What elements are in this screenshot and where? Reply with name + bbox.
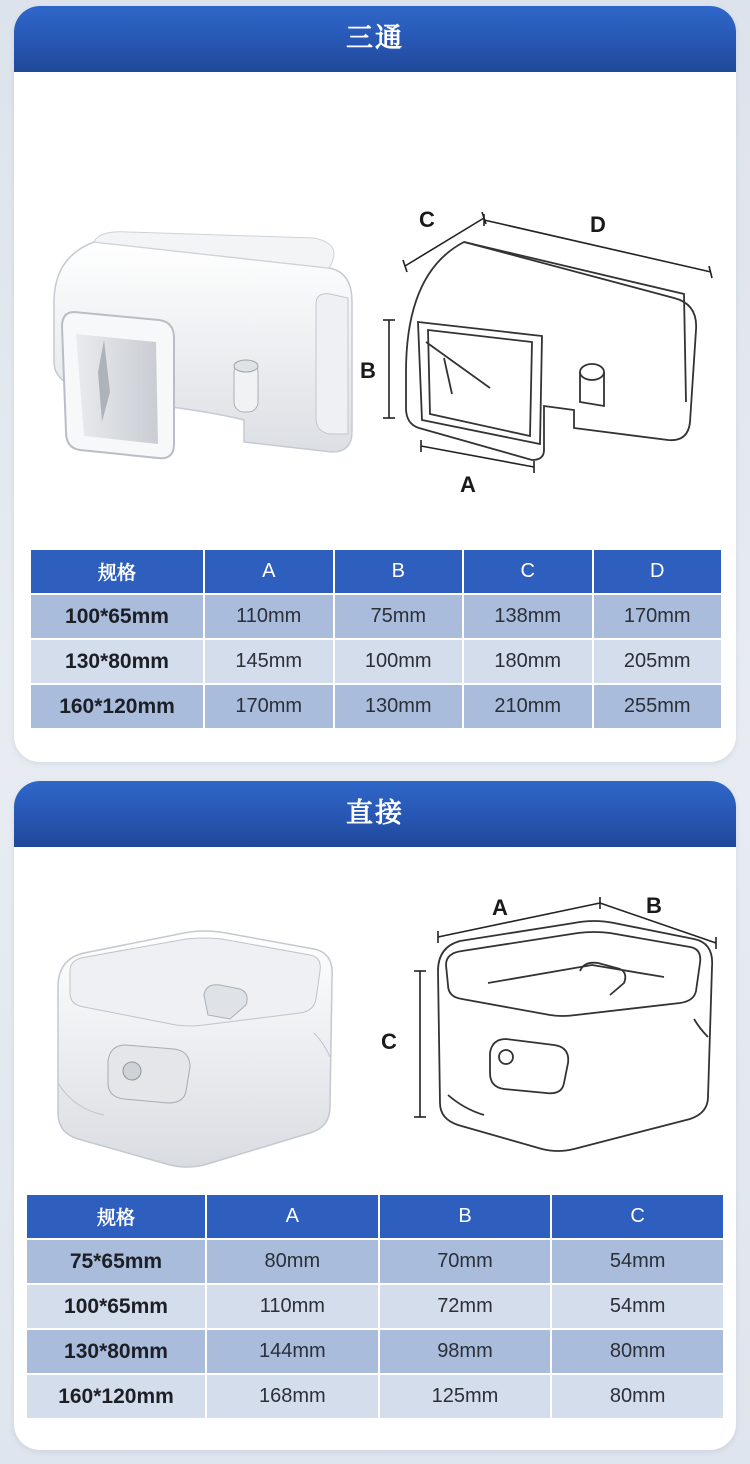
straight-dimension-lines: [414, 897, 716, 1117]
table-row: [31, 640, 721, 683]
value-cell: 80mm: [552, 1375, 723, 1418]
header-cell: B: [380, 1195, 551, 1238]
tee-section-card: [14, 6, 736, 762]
table-row: [27, 1330, 723, 1373]
section-title: 三通: [14, 6, 736, 72]
value-cell: 110mm: [205, 595, 333, 638]
value-cell: 255mm: [594, 685, 722, 728]
straight-photo: [58, 931, 332, 1167]
straight-section-card: [14, 781, 736, 1450]
value-cell: 54mm: [552, 1240, 723, 1283]
value-cell: 168mm: [207, 1375, 378, 1418]
value-cell: 144mm: [207, 1330, 378, 1373]
spec-cell: 75*65mm: [27, 1240, 205, 1283]
value-cell: 210mm: [464, 685, 592, 728]
header-cell: C: [552, 1195, 723, 1238]
tee-dimension-lines: [383, 212, 712, 473]
dim-label-c: C: [419, 207, 435, 232]
tee-spec-table: [29, 548, 723, 730]
value-cell: 145mm: [205, 640, 333, 683]
value-cell: 130mm: [335, 685, 463, 728]
spec-cell: 100*65mm: [27, 1285, 205, 1328]
value-cell: 80mm: [552, 1330, 723, 1373]
dim-label-b: B: [646, 893, 662, 918]
dim-label-d: D: [590, 212, 606, 237]
table-row: [31, 685, 721, 728]
tee-photo: [54, 232, 352, 459]
straight-illustration: [14, 847, 736, 1191]
table-header-row: [27, 1195, 723, 1238]
header-cell: A: [205, 550, 333, 593]
value-cell: 138mm: [464, 595, 592, 638]
header-cell: A: [207, 1195, 378, 1238]
header-cell: B: [335, 550, 463, 593]
value-cell: 180mm: [464, 640, 592, 683]
dim-label-b: B: [360, 358, 376, 383]
section-title: 直接: [14, 781, 736, 847]
header-cell: D: [594, 550, 722, 593]
table-row: [27, 1240, 723, 1283]
straight-spec-table: [25, 1193, 725, 1420]
value-cell: 170mm: [205, 685, 333, 728]
spec-cell: 100*65mm: [31, 595, 203, 638]
tee-line-drawing: [406, 242, 696, 460]
value-cell: 100mm: [335, 640, 463, 683]
straight-line-drawing: [438, 921, 712, 1151]
table-row: [27, 1285, 723, 1328]
value-cell: 125mm: [380, 1375, 551, 1418]
value-cell: 72mm: [380, 1285, 551, 1328]
header-cell: C: [464, 550, 592, 593]
header-cell: 规格: [31, 550, 203, 593]
header-cell: 规格: [27, 1195, 205, 1238]
table-header-row: [31, 550, 721, 593]
spec-cell: 130*80mm: [31, 640, 203, 683]
value-cell: 75mm: [335, 595, 463, 638]
tee-illustration: [14, 72, 736, 542]
dim-label-c: C: [381, 1029, 397, 1054]
value-cell: 98mm: [380, 1330, 551, 1373]
value-cell: 80mm: [207, 1240, 378, 1283]
table-row: [27, 1375, 723, 1418]
spec-cell: 160*120mm: [31, 685, 203, 728]
dim-label-a: A: [460, 472, 476, 497]
value-cell: 110mm: [207, 1285, 378, 1328]
value-cell: 170mm: [594, 595, 722, 638]
table-row: [31, 595, 721, 638]
spec-cell: 160*120mm: [27, 1375, 205, 1418]
spec-cell: 130*80mm: [27, 1330, 205, 1373]
dim-label-a: A: [492, 895, 508, 920]
value-cell: 54mm: [552, 1285, 723, 1328]
value-cell: 70mm: [380, 1240, 551, 1283]
value-cell: 205mm: [594, 640, 722, 683]
